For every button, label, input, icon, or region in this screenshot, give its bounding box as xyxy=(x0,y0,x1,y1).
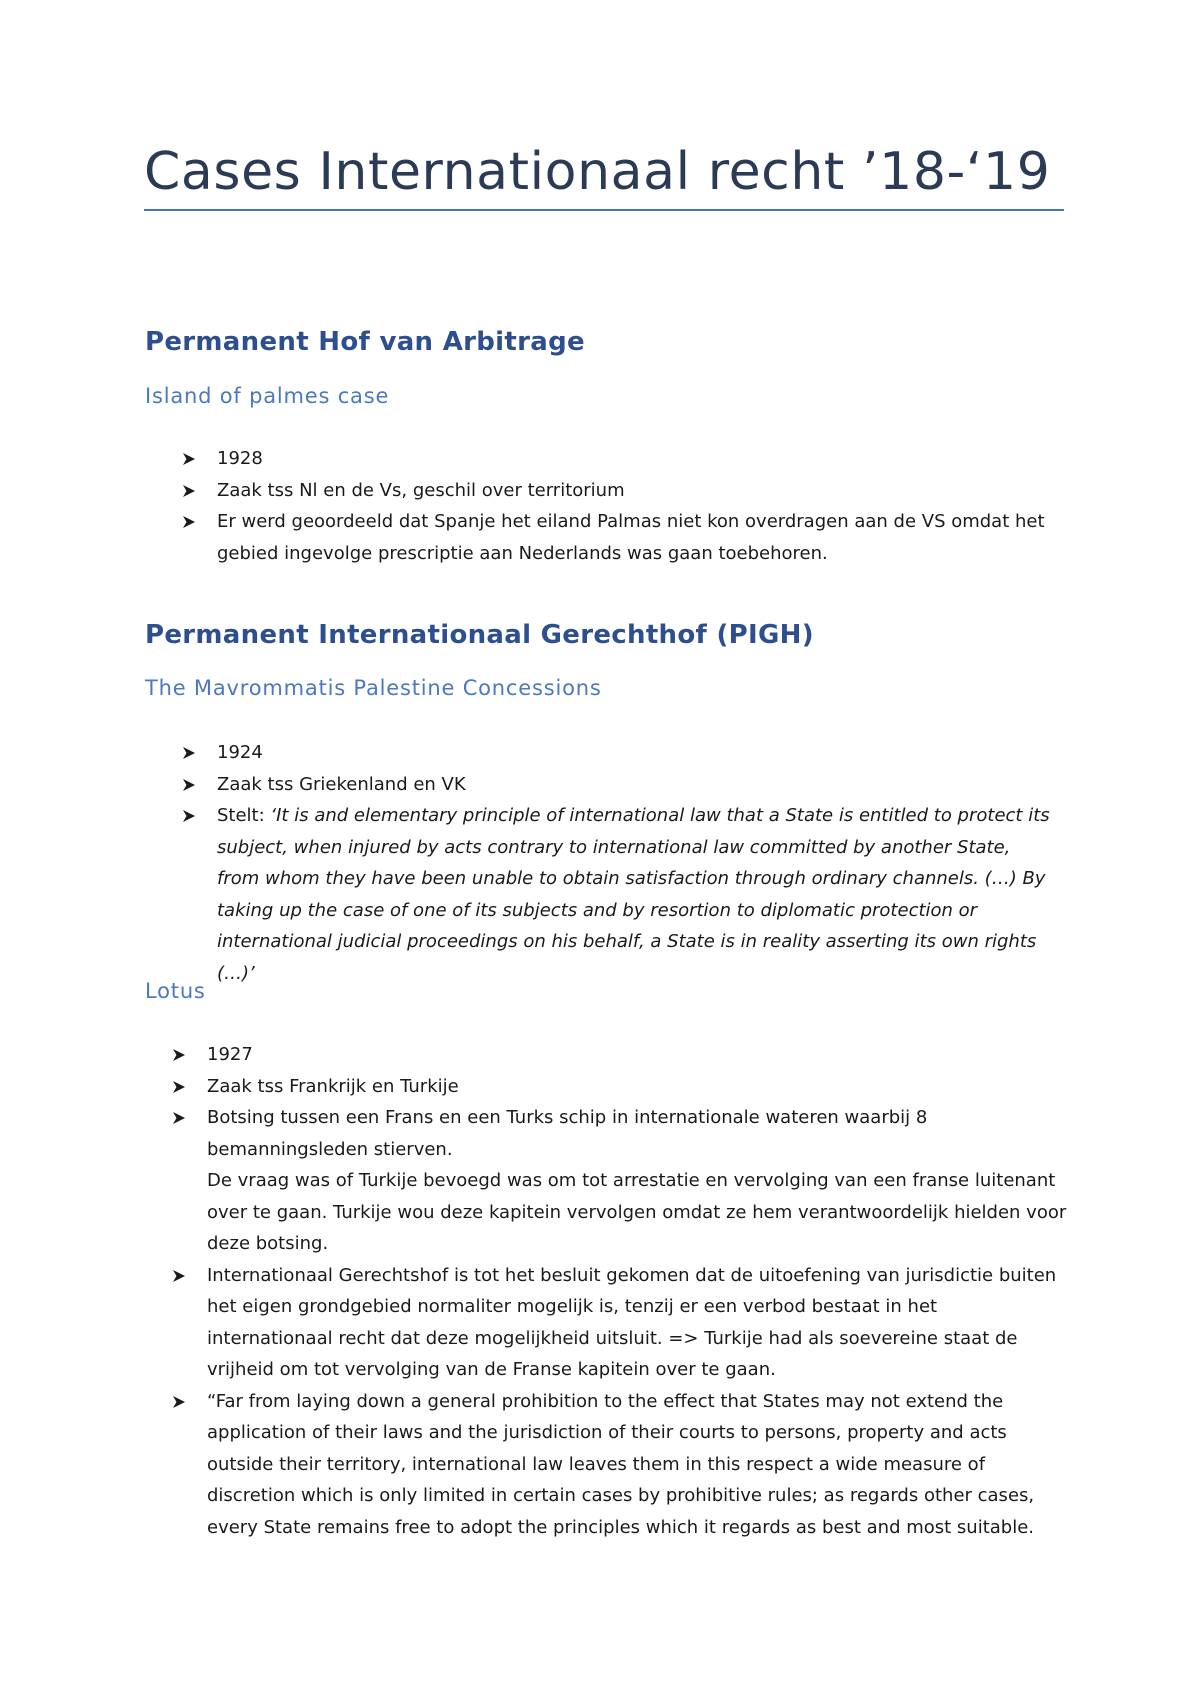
mavrommatis-bullets xyxy=(182,737,1057,989)
quote-text: ‘It is and elementary principle of international law that a State is entitled to protect its subject, when injured by acts contrary to international law committed by another State, from whom they have been unable to obtain satisfaction through ordinary channels. (…) By taking up the case of one of its subjects and by resortion to diplomatic protection or international judicial proceedings on his behalf, a State is in reality asserting its own rights (…)’ xyxy=(217,805,1050,984)
arrowhead-bullet-icon xyxy=(182,452,196,466)
list-item xyxy=(172,1102,1067,1260)
title-underline xyxy=(144,209,1064,211)
bullet-text: Internationaal Gerechtshof is tot het besluit gekomen dat de uitoefening van jurisdictie buiten het eigen grondgebied normaliter mogelijk is, tenzij er een verbod bestaat in het internationaal recht dat deze mogelijkheid uitsluit. => Turkije had als soevereine staat de vrijheid om tot vervolging van de Franse kapitein over te gaan. xyxy=(207,1264,1057,1380)
list-item xyxy=(172,1386,1067,1544)
bullet-text: Zaak tss Frankrijk en Turkije xyxy=(207,1075,459,1097)
list-item xyxy=(182,800,1057,989)
bullet-text: 1927 xyxy=(207,1044,253,1065)
list-item xyxy=(172,1260,1067,1386)
bullet-text: Zaak tss Nl en de Vs, geschil over territorium xyxy=(217,479,625,501)
document-title: Cases Internationaal recht ’18-‘19 xyxy=(144,142,1051,202)
bullet-text: Botsing tussen een Frans en een Turks schip in internationale wateren waarbij 8 bemanningsleden stierven. xyxy=(207,1107,928,1160)
section-heading-arbitrage: Permanent Hof van Arbitrage xyxy=(145,327,585,357)
island-of-palmes-bullets xyxy=(182,443,1057,569)
arrowhead-bullet-icon xyxy=(182,746,196,760)
list-item xyxy=(182,506,1057,569)
bullet-text: Zaak tss Griekenland en VK xyxy=(217,773,466,795)
arrowhead-bullet-icon xyxy=(182,778,196,792)
arrowhead-bullet-icon xyxy=(172,1111,186,1125)
arrowhead-bullet-icon xyxy=(172,1048,186,1062)
bullet-text: De vraag was of Turkije bevoegd was om tot arrestatie en vervolging van een franse luitenant over te gaan. Turkije wou deze kapitein vervolgen omdat ze hem verantwoordelijk hielden voor deze botsing. xyxy=(207,1170,1067,1254)
case-heading-lotus: Lotus xyxy=(145,979,206,1003)
arrowhead-bullet-icon xyxy=(172,1395,186,1409)
bullet-text: Stelt: xyxy=(217,805,271,826)
case-heading-mavrommatis: The Mavrommatis Palestine Concessions xyxy=(145,676,602,700)
list-item xyxy=(182,737,1057,769)
arrowhead-bullet-icon xyxy=(172,1269,186,1283)
list-item xyxy=(172,1071,1067,1103)
bullet-text: Er werd geoordeeld dat Spanje het eiland Palmas niet kon overdragen aan de VS omdat het gebied ingevolge prescriptie aan Nederlands was gaan toebehoren. xyxy=(217,511,1045,564)
arrowhead-bullet-icon xyxy=(182,484,196,498)
section-heading-pigh: Permanent Internationaal Gerechthof (PIGH) xyxy=(145,620,814,650)
lotus-bullets xyxy=(172,1039,1067,1543)
case-heading-island-of-palmes: Island of palmes case xyxy=(145,384,390,408)
arrowhead-bullet-icon xyxy=(182,515,196,529)
arrowhead-bullet-icon xyxy=(182,809,196,823)
list-item xyxy=(182,769,1057,801)
list-item xyxy=(182,443,1057,475)
bullet-text: 1924 xyxy=(217,742,263,763)
list-item xyxy=(172,1039,1067,1071)
bullet-text: 1928 xyxy=(217,448,263,469)
list-item xyxy=(182,475,1057,507)
bullet-text: “Far from laying down a general prohibition to the effect that States may not extend the application of their laws and the jurisdiction of their courts to persons, property and acts outside their territory, international law leaves them in this respect a wide measure of discretion which is only limited in certain cases by prohibitive rules; as regards other cases, every State remains free to adopt the principles which it regards as best and most suitable. xyxy=(207,1390,1035,1538)
arrowhead-bullet-icon xyxy=(172,1080,186,1094)
